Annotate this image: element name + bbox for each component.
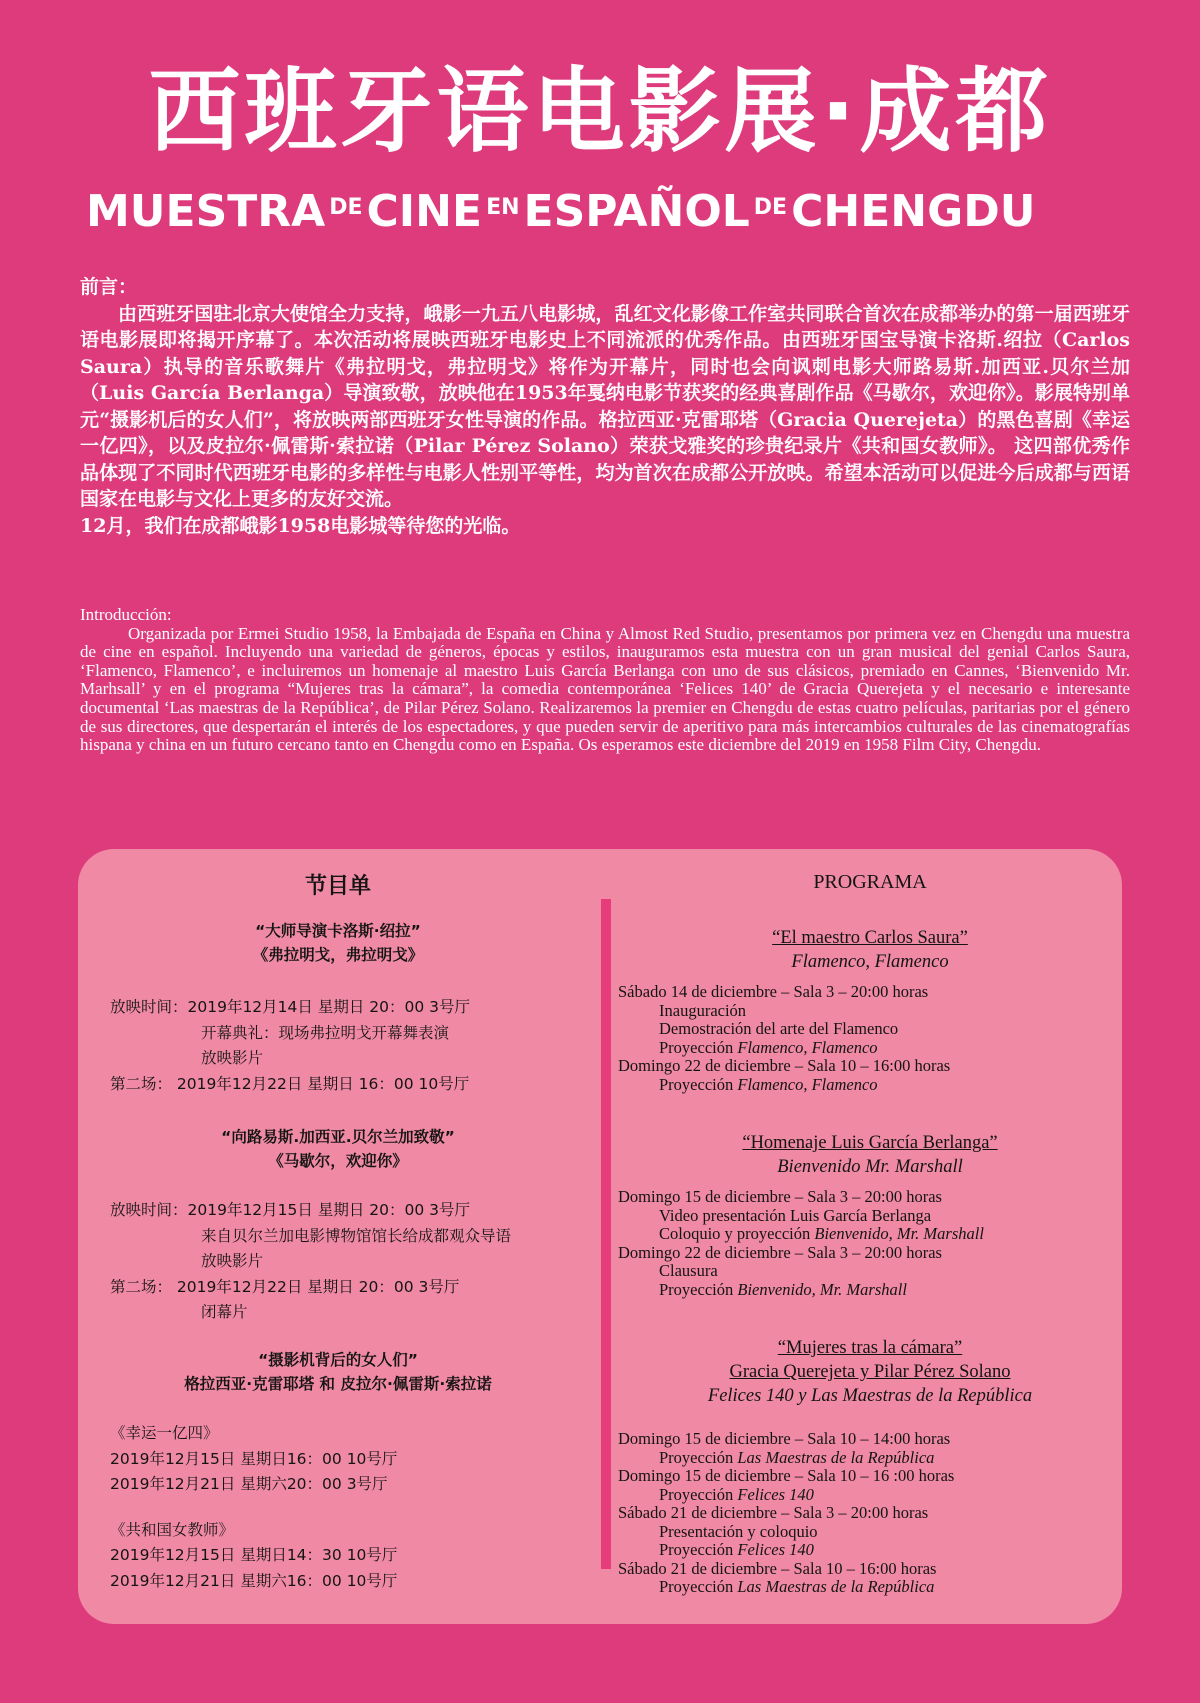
screening-film: Felices 140 — [737, 1540, 814, 1559]
section-title: “Mujeres tras la cámara” — [777, 1338, 963, 1358]
program-es-section-3-times — [618, 1430, 954, 1597]
program-es-title: PROGRAMA — [813, 871, 927, 893]
screening-note: Video presentación Luis García Berlanga — [659, 1205, 932, 1225]
screening-film: Las Maestras de la República — [737, 1577, 935, 1596]
section-title: “摄影机背后的女人们” — [258, 1351, 418, 1369]
screening-note: 开幕典礼：现场弗拉明戈开幕舞表演 — [201, 1023, 450, 1042]
intro-es-heading: Introducción: — [80, 605, 172, 624]
screening-label: Proyección — [659, 1447, 738, 1467]
screening-line: 2019年12月21日 星期六16：00 10号厅 — [110, 1571, 398, 1590]
program-cn-title: 节目单 — [304, 874, 371, 899]
screening-label: Proyección — [659, 1037, 738, 1057]
screening-note — [618, 1225, 984, 1244]
subtitle-word-small: DE — [329, 195, 363, 220]
program-cn-section-3 — [78, 1348, 598, 1396]
screening-line: 2019年12月15日 星期日14：30 10号厅 — [110, 1546, 398, 1564]
program-es-section-3 — [618, 1336, 1122, 1408]
intro-cn-closing: 12月，我们在成都峨影1958电影城等待您的光临。 — [80, 514, 521, 537]
screening-line: 第二场： 2019年12月22日 星期日 16：00 10号厅 — [110, 1074, 470, 1093]
screening-note — [618, 1449, 954, 1468]
film-title: 《弗拉明戈，弗拉明戈》 — [252, 946, 424, 964]
intro-spanish — [80, 606, 1130, 755]
program-cn-section-2-times — [110, 1198, 511, 1326]
program-es-section-1 — [618, 926, 1122, 974]
screening-film: Flamenco, Flamenco — [737, 1074, 878, 1094]
program-spanish — [618, 849, 1122, 1624]
screening-line: 放映时间：2019年12月15日 星期日 20：00 3号厅 — [110, 1201, 470, 1219]
film-title: 《幸运一亿四》 — [110, 1424, 219, 1442]
directors-line: Gracia Querejeta y Pilar Pérez Solano — [729, 1362, 1011, 1382]
page-subtitle — [86, 186, 1126, 237]
program-es-section-2 — [618, 1131, 1122, 1179]
program-cn-section-1-times — [110, 995, 470, 1097]
screening-note: Presentación y coloquio — [659, 1521, 818, 1541]
screening-line: 放映时间：2019年12月14日 星期日 20：00 3号厅 — [110, 998, 470, 1016]
section-title: “El maestro Carlos Saura” — [772, 928, 968, 948]
screening-line: Sábado 21 de diciembre – Sala 3 – 20:00 horas — [618, 1503, 929, 1522]
page-title: 西班牙语电影展·成都 — [148, 58, 1052, 165]
program-cn-section-3-times — [110, 1421, 397, 1594]
screening-label: Coloquio y proyección — [659, 1224, 815, 1243]
film-title: 《马歇尔，欢迎你》 — [268, 1152, 408, 1170]
subtitle-word: MUESTRA — [86, 186, 326, 237]
screening-label: Proyección — [659, 1577, 738, 1596]
subtitle-word: CHENGDU — [791, 186, 1036, 237]
screening-line: Domingo 15 de diciembre – Sala 10 – 14:00 horas — [618, 1429, 951, 1448]
screening-line: 第二场： 2019年12月22日 星期日 20：00 3号厅 — [110, 1277, 460, 1296]
intro-cn-heading: 前言： — [80, 276, 138, 298]
screening-note: Clausura — [659, 1261, 718, 1280]
screening-note: 放映影片 — [201, 1049, 264, 1067]
screening-line: Sábado 14 de diciembre – Sala 3 – 20:00 horas — [618, 982, 929, 1001]
screening-film: Felices 140 — [737, 1484, 814, 1504]
program-cn-section-1 — [78, 919, 598, 967]
intro-chinese — [80, 274, 1130, 539]
screening-note — [618, 1541, 954, 1560]
screening-label: Proyección — [659, 1279, 738, 1299]
column-divider — [601, 899, 611, 1569]
program-es-section-2-times — [618, 1188, 984, 1299]
subtitle-word: ESPAÑOL — [523, 186, 750, 237]
screening-film: Flamenco, Flamenco — [737, 1037, 878, 1057]
directors-line: 格拉西亚·克雷耶塔 和 皮拉尔·佩雷斯·索拉诺 — [184, 1375, 492, 1393]
screening-line: Sábado 21 de diciembre – Sala 10 – 16:00 horas — [618, 1558, 937, 1578]
screening-note: 来自贝尔兰加电影博物馆馆长给成都观众导语 — [201, 1226, 512, 1245]
screening-line: Domingo 22 de diciembre – Sala 3 – 20:00 horas — [618, 1242, 942, 1262]
screening-line: 2019年12月21日 星期六20：00 3号厅 — [110, 1475, 388, 1493]
program-cn-section-2 — [78, 1125, 598, 1173]
screening-note: 闭幕片 — [201, 1303, 248, 1321]
film-title: Flamenco, Flamenco — [791, 952, 949, 972]
screening-note — [618, 1039, 950, 1058]
screening-line: Domingo 15 de diciembre – Sala 3 – 20:00 horas — [618, 1187, 942, 1206]
subtitle-word: CINE — [366, 186, 483, 237]
film-title: Felices 140 y Las Maestras de la República — [707, 1386, 1033, 1406]
screening-label: Proyección — [659, 1074, 738, 1094]
screening-note — [618, 1281, 984, 1300]
screening-label: Proyección — [659, 1540, 738, 1559]
screening-note — [618, 1076, 950, 1095]
subtitle-word-small: EN — [486, 195, 520, 220]
section-title: “Homenaje Luis García Berlanga” — [742, 1133, 998, 1153]
intro-cn-paragraph: 由西班牙国驻北京大使馆全力支持，峨影一九五八电影城，乱红文化影像工作室共同联合首次在成都举办的第一届西班牙语电影展即将揭开序幕了。本次活动将展映西班牙电影史上不同流派的优秀作品。由西班牙国宝导演卡洛斯.绍拉（Carlos Saura）执导的音乐歌舞片《弗拉明戈，弗拉明戈》将作为开幕片，同时也会向讽刺电影大师路易斯.加西亚.贝尔兰加（Luis García Berlanga）导演致敬，放映他在1953年戛纳电影节获奖的经典喜剧作品《马歇尔，欢迎你》。影展特别单元“摄影机后的女人们”，将放映两部西班牙女性导演的作品。格拉西亚·克雷耶塔（Gracia Querejeta）的黑色喜剧《幸运一亿四》，以及皮拉尔·佩雷斯·索拉诺（Pilar Pérez Solano）荣获戈雅奖的珍贵纪录片《共和国女教师》。 这四部优秀作品体现了不同时代西班牙电影的多样性与电影人性别平等性，均为首次在成都公开放映。希望本活动可以促进今后成都与西语国家在电影与文化上更多的友好交流。 — [80, 302, 1130, 510]
section-title: “向路易斯.加西亚.贝尔兰加致敬” — [221, 1128, 455, 1146]
program-es-section-1-times — [618, 983, 950, 1094]
screening-note: Demostración del arte del Flamenco — [659, 1019, 899, 1038]
screening-line: Domingo 22 de diciembre – Sala 10 – 16:00 horas — [618, 1056, 951, 1075]
intro-es-paragraph: Organizada por Ermei Studio 1958, la Embajada de España en China y Almost Red Studio, presentamos por primera vez en Chengdu una muestra de cine en español. Incluyendo una variedad de géneros, épocas y estilos, inauguramos esta muestra con un gran musical del genial Carlos Saura, ‘Flamenco, Flamenco’, e incluiremos un homenaje al maestro Luis García Berlanga con uno de sus clásicos, premiado en Cannes, ‘Bienvenido Mr. Marhsall’ y en el programa “Mujeres tras la cámara”, la comedia contemporánea ‘Felices 140’ de Gracia Querejeta y el necesario e interesante documental ‘Las maestras de la República’, de Pilar Pérez Solano. Realizaremos la premier en Chengdu de estas cuatro películas, paritarias por el género de sus directores, que despertarán el interés de los espectadores, y que pueden servir de aperitivo para más intercambios culturales de las cinematografías hispana y china en un futuro cercano tanto en Chengdu como en España. Os esperamos este diciembre del 2019 en 1958 Film City, Chengdu. — [80, 623, 1130, 755]
screening-film: Bienvenido, Mr. Marshall — [814, 1224, 984, 1243]
screening-line: Domingo 15 de diciembre – Sala 10 – 16 :00 horas — [618, 1466, 955, 1485]
screening-note — [618, 1578, 954, 1597]
subtitle-word-small: DE — [753, 195, 788, 220]
program-chinese — [78, 849, 598, 1624]
screening-label: Proyección — [659, 1484, 738, 1504]
screening-note: Inauguración — [659, 1000, 747, 1020]
film-title: Bienvenido Mr. Marshall — [777, 1157, 963, 1177]
screening-note: 放映影片 — [201, 1252, 264, 1270]
screening-film: Bienvenido, Mr. Marshall — [737, 1279, 907, 1299]
screening-line: 2019年12月15日 星期日16：00 10号厅 — [110, 1449, 398, 1468]
screening-note — [618, 1486, 954, 1505]
film-title: 《共和国女教师》 — [110, 1520, 235, 1539]
program-panel — [78, 849, 1122, 1624]
section-title: “大师导演卡洛斯·绍拉” — [255, 922, 421, 940]
screening-film: Las Maestras de la República — [737, 1447, 935, 1467]
